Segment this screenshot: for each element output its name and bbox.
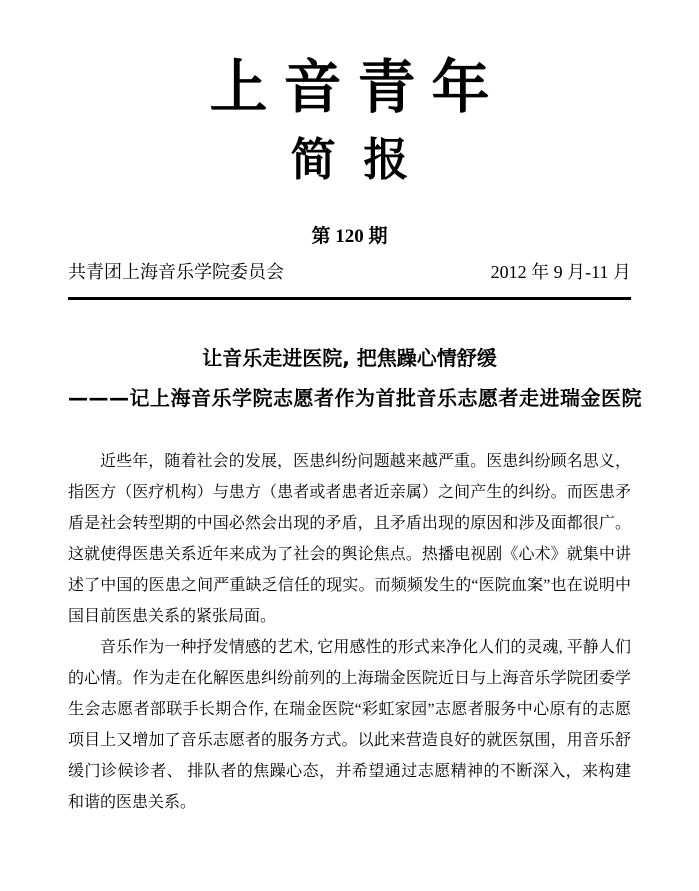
meta-row [68, 260, 631, 285]
article-title: 让音乐走进医院, 把焦躁心情舒缓 [202, 346, 497, 370]
article [68, 345, 642, 818]
article-subtitle: ———记上海音乐学院志愿者作为首批音乐志愿者走进瑞金医院 [68, 386, 642, 410]
issue-number: 第 120 期 [311, 226, 388, 247]
paragraph: 近些年，随着社会的发展，医患纠纷问题越来越严重。医患纠纷顾名思义，指医方（医疗机构）与患方（患者或者患者近亲属）之间产生的纠纷。而医患矛盾是社会转型期的中国必然会出现的矛盾，且矛盾出现的原因和涉及面都很广。这就使得医患关系近年来成为了社会的舆论焦点。热播电视剧《心术》就集中讲述了中国的医患之间严重缺乏信任的现实。而频频发生的“医院血案”也在说明中国目前医患关系的紧张局面。 [68, 453, 631, 625]
date-range: 2012 年 9 月-11 月 [490, 262, 631, 282]
paragraph: 音乐作为一种抒发情感的艺术, 它用感性的形式来净化人们的灵魂, 平静人们的心情。作为走在化解医患纠纷前列的上海瑞金医院近日与上海音乐学院团委学生会志愿者部联手长期合作, 在瑞金医院“彩虹家园”志愿者服务中心原有的志愿项目上又增加了音乐志愿者的服务方式。以此来营造良好的就医氛围，用音乐舒缓门诊候诊者、 排队者的焦躁心态，并希望通过志愿精神的不断深入，来构建和谐的医患关系。 [68, 639, 631, 811]
article-body [68, 446, 631, 818]
masthead-title: 上音青年 [209, 53, 506, 121]
masthead-subtitle: 简 报 [290, 133, 415, 186]
organization-name: 共青团上海音乐学院委员会 [68, 262, 284, 283]
divider-rule [68, 297, 631, 300]
masthead [68, 52, 631, 300]
